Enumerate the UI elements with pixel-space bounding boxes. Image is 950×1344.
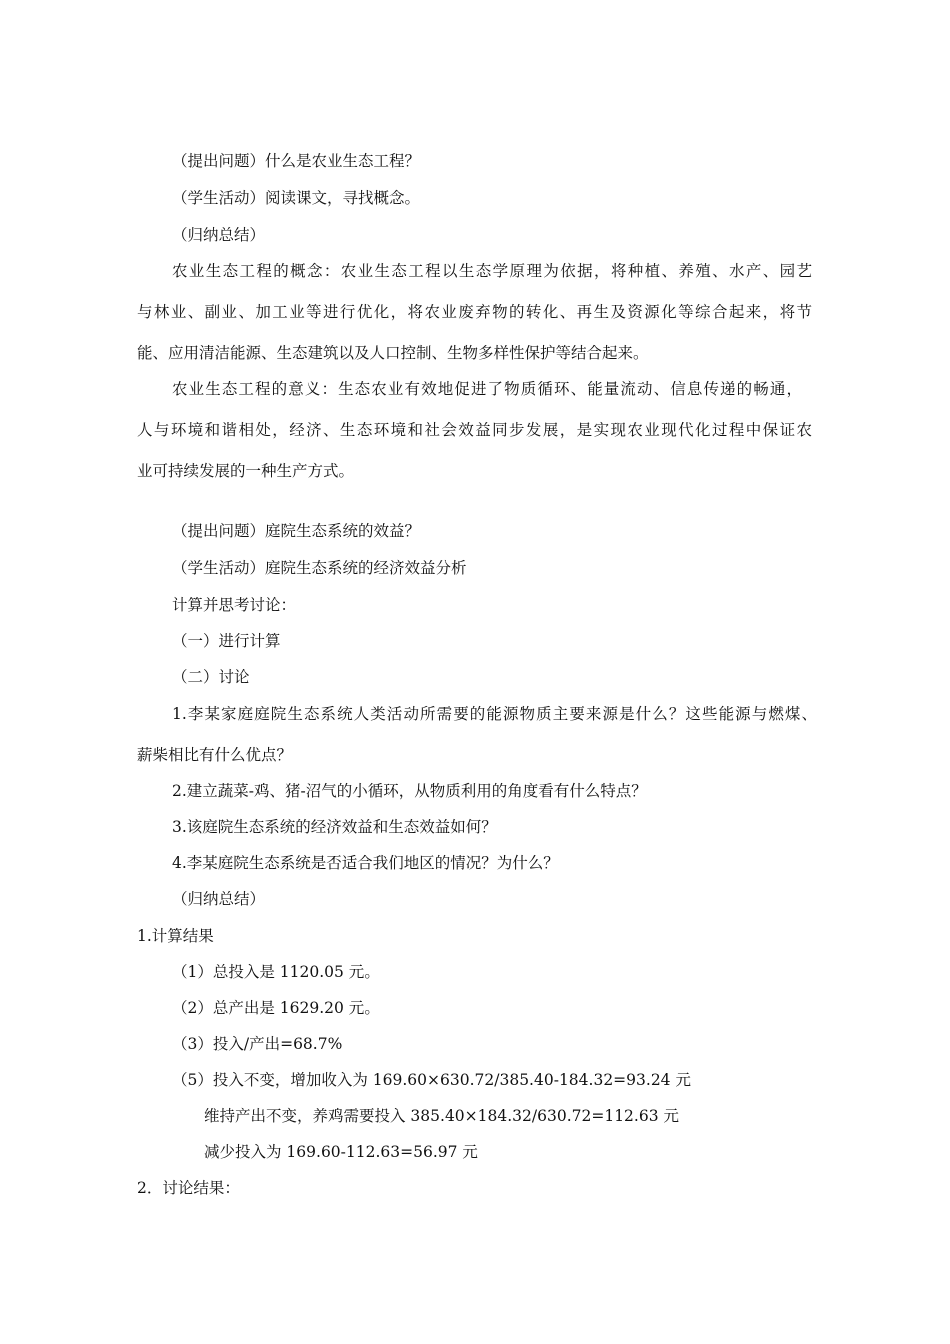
result-3: （3）投入/产出=68.7% bbox=[172, 1035, 343, 1053]
calc-results-title: 1.计算结果 bbox=[137, 927, 214, 945]
discussion-question-4: 4.李某庭院生态系统是否适合我们地区的情况？为什么？ bbox=[172, 854, 559, 872]
result-1: （1）总投入是 1120.05 元。 bbox=[172, 963, 380, 981]
part-one-heading: （一）进行计算 bbox=[172, 632, 281, 650]
question-heading-2: （提出问题）庭院生态系统的效益？ bbox=[172, 522, 421, 540]
concept-line-2: 与林业、副业、加工业等进行优化，将农业废弃物的转化、再生及资源化等综合起来，将节 bbox=[137, 303, 812, 321]
discussion-results-title: 2．讨论结果： bbox=[137, 1179, 240, 1197]
summary-heading-1: （归纳总结） bbox=[172, 226, 266, 244]
result-5-line-3: 减少投入为 169.60-112.63=56.97 元 bbox=[204, 1143, 478, 1161]
discussion-question-3: 3.该庭院生态系统的经济效益和生态效益如何？ bbox=[172, 818, 497, 836]
part-two-heading: （二）讨论 bbox=[172, 668, 250, 686]
concept-line-3: 能、应用清洁能源、生态建筑以及人口控制、生物多样性保护等结合起来。 bbox=[137, 344, 649, 362]
summary-heading-2: （归纳总结） bbox=[172, 890, 266, 908]
activity-heading-2: （学生活动）庭院生态系统的经济效益分析 bbox=[172, 559, 467, 577]
concept-line-1: 农业生态工程的概念：农业生态工程以生态学原理为依据，将种植、养殖、水产、园艺 bbox=[172, 262, 812, 280]
intro-text: 计算并思考讨论： bbox=[172, 596, 297, 614]
result-5: （5）投入不变，增加收入为 169.60×630.72/385.40-184.32=93.24 元 bbox=[172, 1071, 691, 1089]
meaning-line-2: 人与环境和谐相处，经济、生态环境和社会效益同步发展，是实现农业现代化过程中保证农 bbox=[137, 421, 812, 439]
discussion-question-2: 2.建立蔬菜-鸡、猪-沼气的小循环，从物质利用的角度看有什么特点？ bbox=[172, 782, 647, 800]
result-2: （2）总产出是 1629.20 元。 bbox=[172, 999, 380, 1017]
meaning-line-1: 农业生态工程的意义：生态农业有效地促进了物质循环、能量流动、信息传递的畅通， bbox=[172, 380, 802, 398]
discussion-question-1-line-2: 薪柴相比有什么优点？ bbox=[137, 746, 293, 764]
meaning-line-3: 业可持续发展的一种生产方式。 bbox=[137, 462, 355, 480]
result-5-line-2: 维持产出不变，养鸡需要投入 385.40×184.32/630.72=112.63 元 bbox=[204, 1107, 679, 1125]
discussion-question-1-line-1: 1.李某家庭庭院生态系统人类活动所需要的能源物质主要来源是什么？这些能源与燃煤、 bbox=[172, 705, 817, 723]
question-heading-1: （提出问题）什么是农业生态工程？ bbox=[172, 152, 421, 170]
activity-heading-1: （学生活动）阅读课文，寻找概念。 bbox=[172, 189, 421, 207]
